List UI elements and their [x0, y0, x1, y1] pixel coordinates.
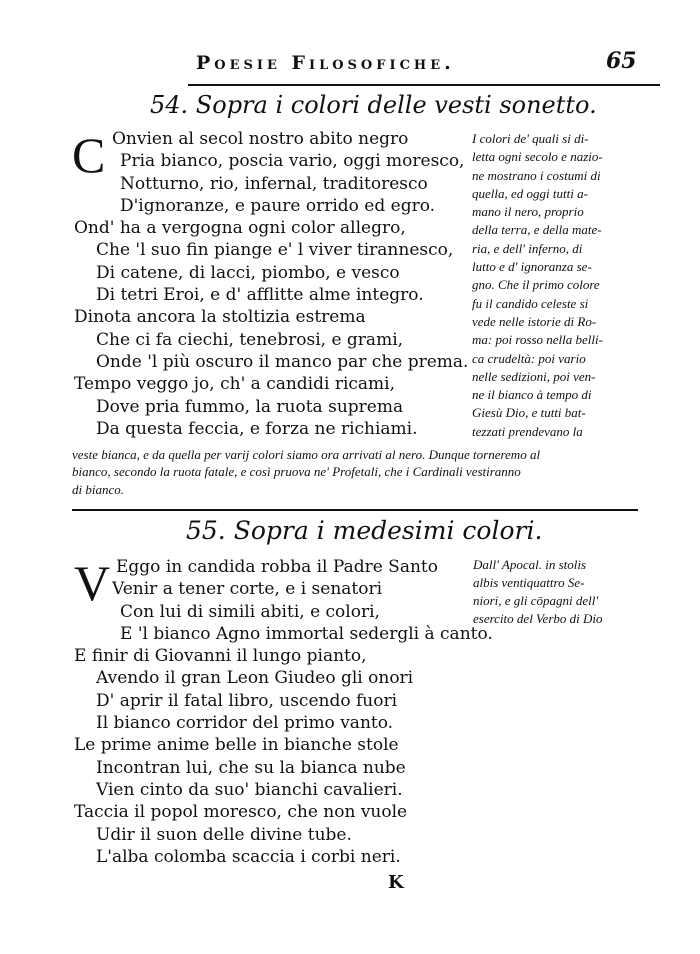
drop-cap-c: C	[72, 127, 106, 183]
verse-line: Pria bianco, poscia vario, oggi moresco,	[120, 151, 465, 172]
section-title-55: 55. Sopra i medesimi colori.	[186, 516, 543, 545]
note-line: nelle sedizioni, poi ven-	[472, 368, 596, 384]
verse-line: Di tetri Eroi, e d' afflitte alme integro.	[96, 285, 424, 306]
note-line: letta ogni secolo e nazio-	[472, 149, 603, 165]
verse-line: Dinota ancora la stoltizia estrema	[74, 307, 366, 328]
verse-line: E 'l bianco Agno immortal sedergli à canto.	[120, 623, 493, 644]
running-head: Poesie Filosofiche.	[196, 52, 455, 74]
note-line: Dall' Apocal. in stolis	[473, 557, 587, 572]
note-line: gno. Che il primo colore	[472, 277, 600, 293]
verse-line: Taccia il popol moresco, che non vuole	[74, 802, 408, 823]
note-line: niori, e gli cōpagni dell'	[473, 593, 599, 608]
marginal-note-55	[473, 556, 637, 628]
verse-line: Udir il suon delle divine tube.	[96, 824, 352, 845]
header-rule	[188, 84, 660, 86]
note-line: della terra, e della mate-	[472, 222, 602, 238]
verse-line: Eggo in candida robba il Padre Santo	[116, 557, 438, 577]
section-title-54: 54. Sopra i colori delle vesti sonetto.	[150, 91, 597, 119]
verse-line: L'alba colomba scaccia i corbi neri.	[96, 846, 401, 867]
prose-line: di bianco.	[72, 481, 124, 497]
note-line: ne mostrano i costumi di	[472, 167, 601, 183]
verse-line: D' aprir il fatal libro, uscendo fuori	[96, 690, 398, 711]
verse-line: Notturno, rio, infernal, traditoresco	[120, 173, 428, 194]
prose-line: veste bianca, e da quella per varij colori siamo ora arrivati al nero. Dunque torneremo al	[72, 447, 541, 462]
note-line: I colori de' quali si di-	[472, 131, 589, 146]
verse-line: Onvien al secol nostro abito negro	[112, 129, 409, 149]
verse-line: Vien cinto da suo' bianchi cavalieri.	[96, 779, 403, 800]
verse-line: Il bianco corridor del primo vanto.	[96, 713, 394, 734]
drop-cap-v: V	[74, 555, 111, 611]
signature-mark: K	[388, 872, 404, 893]
note-line: ne il bianco à tempo di	[472, 387, 592, 403]
note-line: ma: poi rosso nella belli-	[472, 332, 603, 348]
verse-line: E finir di Giovanni il lungo pianto,	[74, 646, 367, 667]
note-line: mano il nero, proprio	[472, 204, 584, 220]
section-divider-rule	[72, 509, 638, 511]
verse-line: Venir a tener corte, e i senatori	[112, 579, 383, 600]
note-line: Giesù Dio, e tutti bat-	[472, 405, 586, 421]
note-line: quella, ed oggi tutti a-	[472, 185, 588, 201]
page-number: 65	[606, 48, 637, 74]
verse-line: Dove pria fummo, la ruota suprema	[96, 396, 404, 417]
prose-line: bianco, secondo la ruota fatale, e così pruova ne' Profetali, che i Cardinali vestiranno	[72, 464, 521, 480]
sonnet-54	[72, 128, 468, 440]
verse-line: Da questa feccia, e forza ne richiami.	[96, 418, 418, 439]
sonnet-55	[72, 556, 493, 868]
verse-line: Che 'l suo fin piange e' l viver tirannesco,	[96, 240, 454, 261]
note-line: lutto e d' ignoranza se-	[472, 259, 592, 275]
verse-line: Tempo veggo jo, ch' a candidi ricami,	[74, 374, 396, 395]
verse-line: Ond' ha a vergogna ogni color allegro,	[74, 218, 406, 239]
verse-line: Con lui di simili abiti, e colori,	[120, 601, 380, 622]
note-line: tezzati prendevano la	[472, 423, 583, 439]
note-continuation	[72, 446, 638, 498]
verse-line: Che ci fa ciechi, tenebrosi, e grami,	[96, 329, 404, 350]
note-line: fu il candido celeste si	[472, 295, 589, 311]
verse-line: D'ignoranze, e paure orrido ed egro.	[120, 195, 436, 216]
verse-line: Incontran lui, che su la bianca nube	[96, 757, 406, 778]
verse-line: Avendo il gran Leon Giudeo gli onori	[96, 668, 414, 689]
verse-line: Di catene, di lacci, piombo, e vesco	[96, 262, 400, 283]
note-line: albis ventiquattro Se-	[473, 575, 585, 590]
verse-line: Onde 'l più oscuro il manco par che prema.	[96, 351, 469, 372]
note-line: vede nelle istorie di Ro-	[472, 313, 597, 329]
note-line: ca crudeltà: poi vario	[472, 350, 586, 366]
verse-line: Le prime anime belle in bianche stole	[74, 735, 399, 756]
marginal-note-54	[472, 130, 636, 441]
note-line: ria, e dell' inferno, di	[472, 240, 583, 256]
note-line: esercito del Verbo di Dio	[473, 611, 603, 626]
